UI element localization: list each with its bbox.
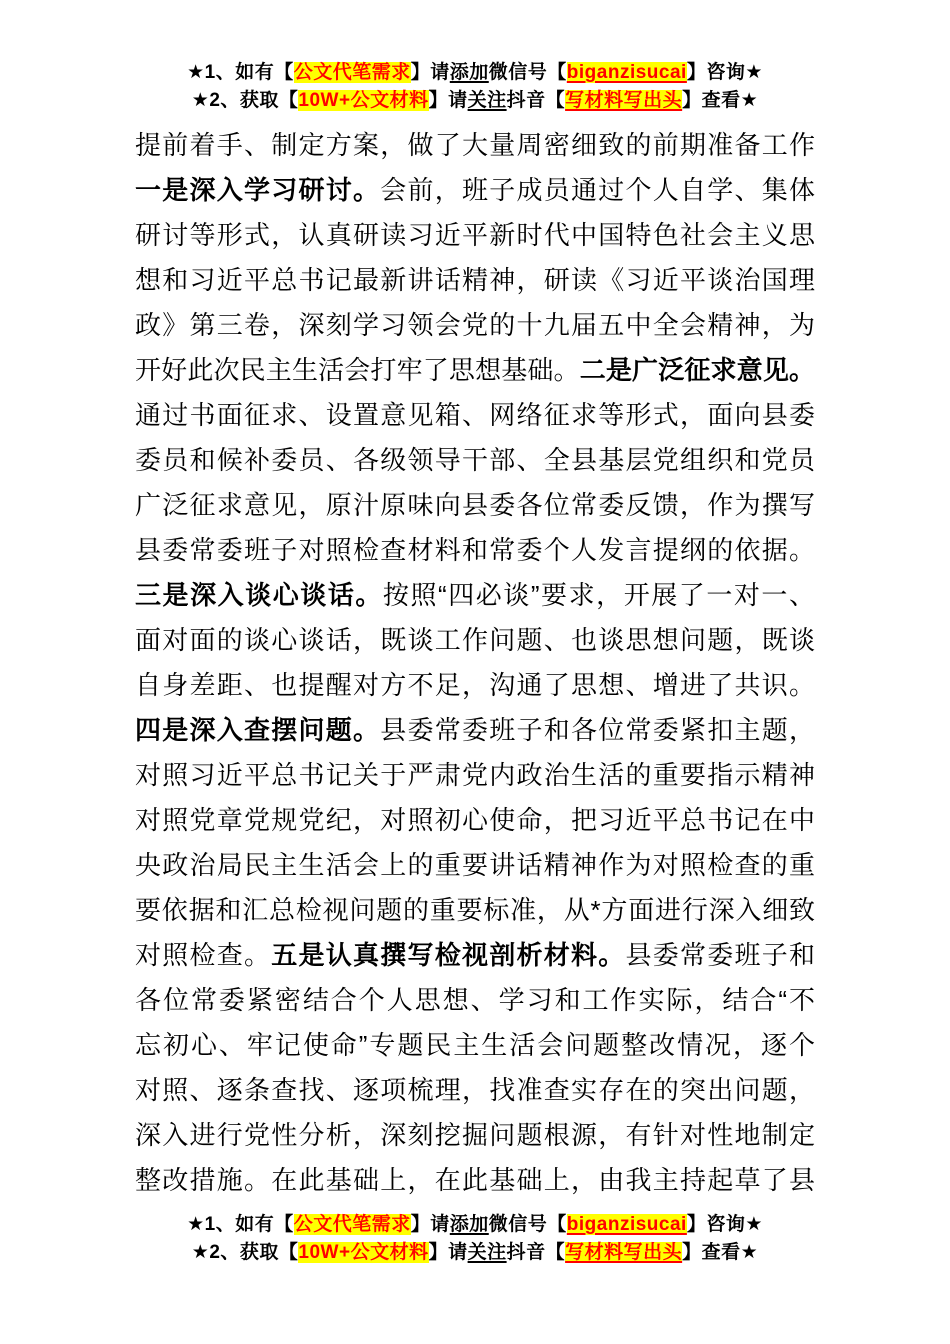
body-text-run: 县委常委班子对照检查材料和常委个人发言提纲的依据。 xyxy=(135,535,815,565)
body-line xyxy=(135,303,815,348)
body-text-run: 各位常委紧密结合个人思想、学习和工作实际，结合“不 xyxy=(135,985,815,1015)
body-text-run: 要依据和汇总检视问题的重要标准，从*方面进行深入细致 xyxy=(135,895,815,925)
body-bold-phrase: 二是广泛征求意见。 xyxy=(579,355,815,385)
promo-highlighted-text: 公文代笔需求 xyxy=(293,62,411,83)
body-text-run: 忘初心、牢记使命”专题民主生活会问题整改情况，逐个 xyxy=(135,1030,815,1060)
promo-text: 微信号【 xyxy=(488,62,567,83)
body-text xyxy=(135,123,815,1203)
promo-text: 关注 xyxy=(467,90,507,111)
body-bold-phrase: 三是深入谈心谈话。 xyxy=(135,580,383,610)
body-text-run: 对照习近平总书记关于严肃党内政治生活的重要指示精神 xyxy=(135,760,815,790)
body-line xyxy=(135,483,815,528)
body-line xyxy=(135,978,815,1023)
body-text-run: 按照“四必谈”要求，开展了一对一、 xyxy=(382,580,815,610)
body-text-run: 政》第三卷，深刻学习领会党的十九届五中全会精神，为 xyxy=(135,310,815,340)
body-line xyxy=(135,393,815,438)
body-line xyxy=(135,753,815,798)
promo-banner-header xyxy=(0,59,950,115)
promo-highlighted-text: 公文代笔需求 xyxy=(293,1214,411,1235)
body-line xyxy=(135,438,815,483)
promo-line-2 xyxy=(0,87,950,115)
body-line xyxy=(135,663,815,708)
body-line xyxy=(135,1023,815,1068)
promo-text: 】查看★ xyxy=(682,90,759,111)
body-text-run: 会前，班子成员通过个人自学、集体 xyxy=(380,175,815,205)
body-line xyxy=(135,1113,815,1158)
promo-text: 抖音【 xyxy=(506,1242,566,1263)
body-line xyxy=(135,573,815,618)
promo-text: 】咨询★ xyxy=(686,62,763,83)
body-line xyxy=(135,168,815,213)
promo-text: ★2、获取【 xyxy=(191,1242,299,1263)
body-text-run: 县委常委班子和各位常委紧扣主题， xyxy=(380,715,815,745)
body-text-run: 提前着手、制定方案，做了大量周密细致的前期准备工作 xyxy=(135,130,815,160)
body-text-run: 深入进行党性分析，深刻挖掘问题根源，有针对性地制定 xyxy=(135,1120,815,1150)
promo-text: 】请 xyxy=(428,1242,468,1263)
body-line xyxy=(135,933,815,978)
body-text-run: 委员和候补委员、各级领导干部、全县基层党组织和党员 xyxy=(135,445,815,475)
body-line xyxy=(135,888,815,933)
promo-highlighted-text: biganzisucai xyxy=(566,1214,687,1235)
promo-text: 关注 xyxy=(467,1242,507,1263)
promo-text: 】请 xyxy=(410,62,450,83)
body-line xyxy=(135,1068,815,1113)
promo-text: 抖音【 xyxy=(506,90,566,111)
body-line xyxy=(135,123,815,168)
body-text-run: 面对面的谈心谈话，既谈工作问题、也谈思想问题，既谈 xyxy=(135,625,815,655)
promo-highlighted-text: 10W+公文材料 xyxy=(298,90,429,111)
body-text-run: 广泛征求意见，原汁原味向县委各位常委反馈，作为撰写 xyxy=(135,490,815,520)
body-text-run: 想和习近平总书记最新讲话精神，研读《习近平谈治国理 xyxy=(135,265,815,295)
body-line xyxy=(135,213,815,258)
body-line xyxy=(135,798,815,843)
promo-highlighted-text: 10W+公文材料 xyxy=(298,1242,429,1263)
promo-text: ★1、如有【 xyxy=(187,62,294,83)
promo-line-2 xyxy=(0,1239,950,1267)
body-text-run: 通过书面征求、设置意见箱、网络征求等形式，面向县委 xyxy=(135,400,815,430)
promo-text: 】咨询★ xyxy=(686,1214,763,1235)
promo-text: 添加 xyxy=(449,1214,489,1235)
body-line xyxy=(135,1158,815,1203)
body-line xyxy=(135,348,815,393)
promo-line-1 xyxy=(0,1211,950,1239)
promo-highlighted-text: 写材料写出头 xyxy=(565,1242,683,1263)
body-text-run: 央政治局民主生活会上的重要讲话精神作为对照检查的重 xyxy=(135,850,815,880)
body-text-run: 整改措施。在此基础上，在此基础上，由我主持起草了县 xyxy=(135,1165,815,1195)
body-line xyxy=(135,528,815,573)
promo-text: 添加 xyxy=(449,62,489,83)
promo-highlighted-text: 写材料写出头 xyxy=(565,90,683,111)
promo-text: ★2、获取【 xyxy=(191,90,299,111)
body-text-run: 对照、逐条查找、逐项梳理，找准查实存在的突出问题， xyxy=(135,1075,815,1105)
promo-text: 】请 xyxy=(410,1214,450,1235)
promo-text: 】查看★ xyxy=(682,1242,759,1263)
promo-text: 】请 xyxy=(428,90,468,111)
body-line xyxy=(135,258,815,303)
promo-highlighted-text: biganzisucai xyxy=(566,62,687,83)
promo-text: ★1、如有【 xyxy=(187,1214,294,1235)
body-text-run: 研讨等形式，认真研读习近平新时代中国特色社会主义思 xyxy=(135,220,815,250)
body-line xyxy=(135,618,815,663)
promo-line-1 xyxy=(0,59,950,87)
promo-banner-footer xyxy=(0,1211,950,1267)
promo-text: 微信号【 xyxy=(488,1214,567,1235)
body-line xyxy=(135,843,815,888)
body-bold-phrase: 一是深入学习研讨。 xyxy=(135,175,381,205)
body-line xyxy=(135,708,815,753)
body-bold-phrase: 五是认真撰写检视剖析材料。 xyxy=(271,940,626,970)
body-text-run: 对照党章党规党纪，对照初心使命，把习近平总书记在中 xyxy=(135,805,815,835)
body-text-run: 对照检查。 xyxy=(135,940,272,970)
body-text-run: 自身差距、也提醒对方不足，沟通了思想、增进了共识。 xyxy=(135,670,815,700)
body-text-run: 县委常委班子和 xyxy=(625,940,815,970)
body-bold-phrase: 四是深入查摆问题。 xyxy=(135,715,381,745)
body-text-run: 开好此次民主生活会打牢了思想基础。 xyxy=(135,355,580,385)
